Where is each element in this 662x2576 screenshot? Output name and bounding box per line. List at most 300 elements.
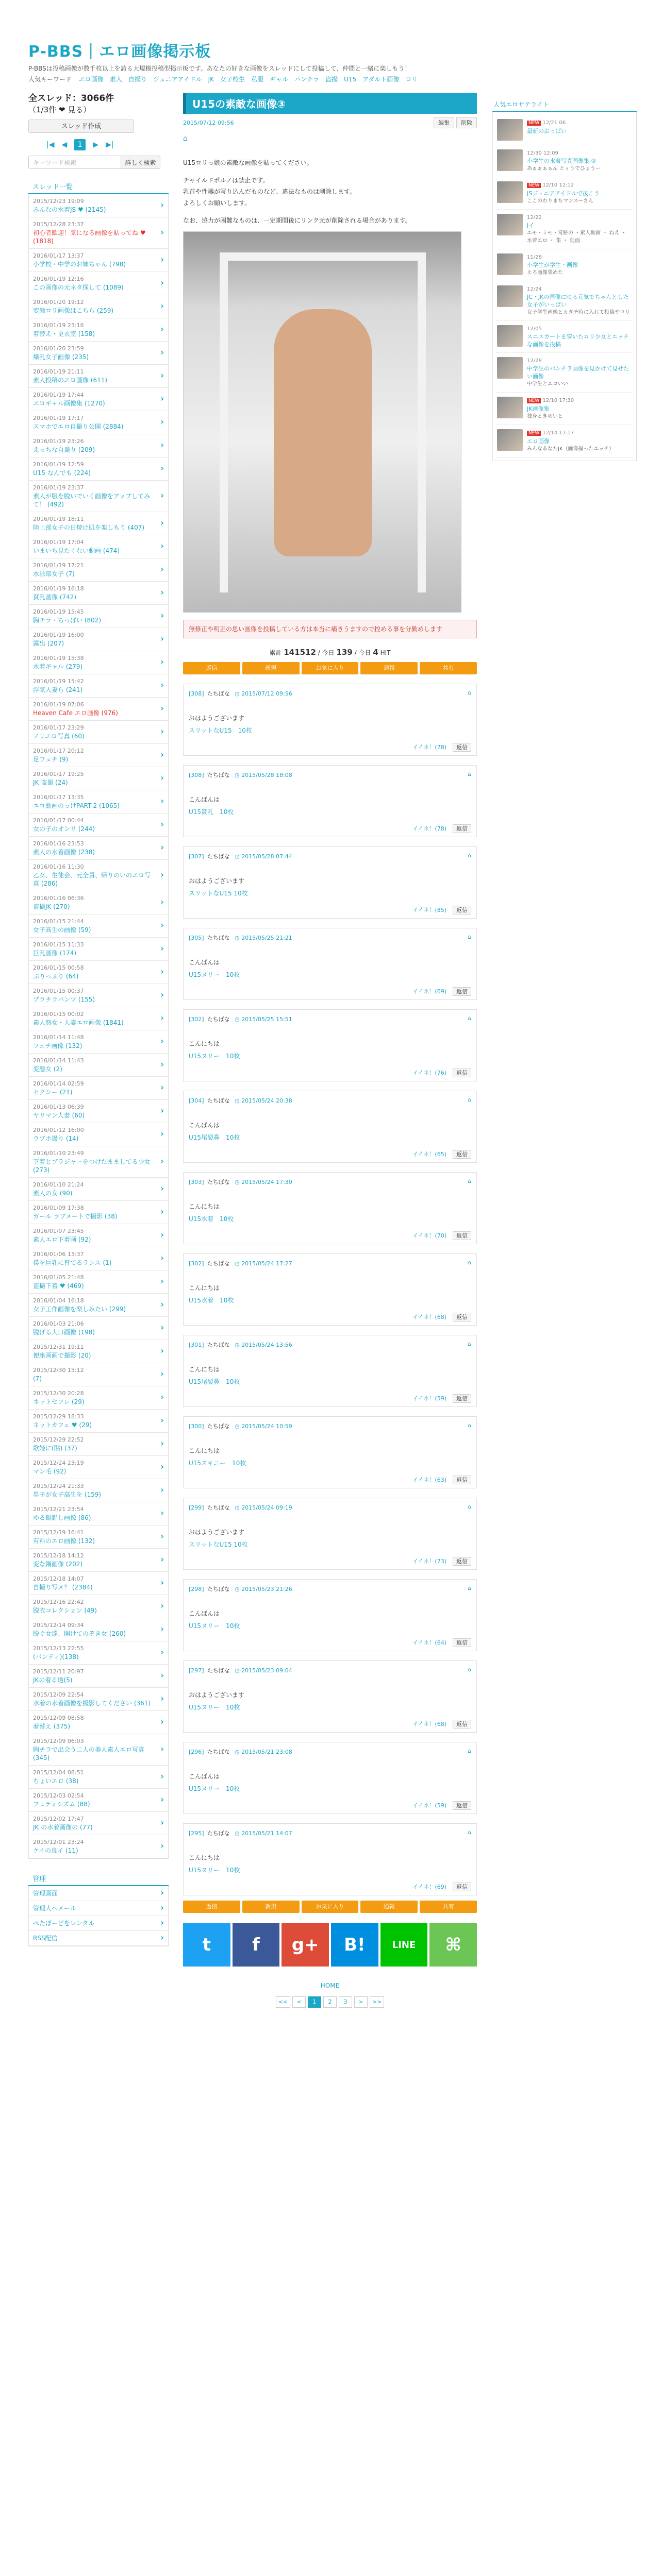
site-title[interactable]: P-BBS｜エロ画像掲示板 bbox=[28, 43, 211, 61]
thread-link[interactable]: 足フェチ (9) bbox=[33, 756, 69, 763]
post-number[interactable]: [299] bbox=[189, 1504, 204, 1511]
home-icon[interactable]: ⌂ bbox=[468, 1259, 471, 1266]
home-icon[interactable]: ⌂ bbox=[468, 1503, 471, 1510]
home-icon[interactable]: ⌂ bbox=[183, 134, 188, 143]
thread-list-item[interactable] bbox=[29, 1100, 168, 1123]
thread-list-item[interactable] bbox=[29, 535, 168, 558]
thread-link[interactable]: 胸チラで出会う二人の美人素人エロ写真 (345) bbox=[33, 1746, 145, 1761]
thread-list-item[interactable] bbox=[29, 434, 168, 457]
satellite-title[interactable]: 小学生が学生・画像 bbox=[527, 262, 578, 268]
reply-button[interactable]: 返信 bbox=[453, 1231, 471, 1240]
thread-list-item[interactable] bbox=[29, 1766, 168, 1789]
satellite-thumbnail[interactable] bbox=[497, 397, 523, 418]
keyword-link[interactable]: 自撮り bbox=[128, 76, 147, 83]
thread-list-item[interactable] bbox=[29, 1665, 168, 1688]
feedly-share-button[interactable]: ⌘ bbox=[429, 1923, 477, 1967]
reply-button[interactable]: 返信 bbox=[453, 987, 471, 996]
keyword-link[interactable]: 女子校生 bbox=[220, 76, 245, 83]
satellite-item[interactable] bbox=[496, 177, 633, 210]
management-item[interactable] bbox=[29, 1886, 168, 1901]
thread-list-item[interactable] bbox=[29, 1224, 168, 1247]
thread-list-item[interactable] bbox=[29, 961, 168, 984]
satellite-thumbnail[interactable] bbox=[497, 181, 523, 203]
like-link[interactable]: イイネ！(68) bbox=[412, 1314, 446, 1320]
thread-link[interactable]: 変態女 (2) bbox=[33, 1065, 62, 1073]
thread-list-item[interactable] bbox=[29, 1734, 168, 1766]
thread-link[interactable]: 小学校・中学のお姉ちゃん (798) bbox=[33, 261, 126, 268]
thread-link[interactable]: 自撮り写メ？ (2384) bbox=[33, 1584, 93, 1591]
pager-link[interactable]: >> bbox=[370, 1996, 384, 2008]
post-number[interactable]: [307] bbox=[189, 853, 204, 860]
thread-list-item[interactable] bbox=[29, 1456, 168, 1479]
thread-link[interactable]: JK の水着画像の (77) bbox=[33, 1824, 93, 1831]
thread-link[interactable]: エロギャル画像集 (1270) bbox=[33, 400, 105, 407]
management-item[interactable] bbox=[29, 1901, 168, 1916]
keyword-link[interactable]: ジュニアアイドル bbox=[153, 76, 202, 83]
thread-link[interactable]: みんなの水着JS ♥ (2145) bbox=[33, 206, 106, 213]
post-link[interactable]: U15尾裂鼻 10枚 bbox=[189, 1134, 240, 1141]
thread-list-item[interactable] bbox=[29, 1123, 168, 1146]
thread-link[interactable]: 水着の水着画像を撮影してください (361) bbox=[33, 1700, 151, 1707]
like-link[interactable]: イイネ！(85) bbox=[412, 907, 446, 913]
thread-link[interactable]: 盗撮JK (270) bbox=[33, 903, 70, 910]
thread-list-item[interactable] bbox=[29, 1479, 168, 1502]
thread-list-item[interactable] bbox=[29, 1433, 168, 1456]
post-number[interactable]: [300] bbox=[189, 1423, 204, 1430]
thread-link[interactable]: ぷりっぷり (64) bbox=[33, 973, 79, 980]
thread-list-item[interactable] bbox=[29, 1386, 168, 1410]
thread-link[interactable]: 女子工作画像を楽しみたい (299) bbox=[33, 1306, 126, 1313]
thread-link[interactable]: 着替え・更衣室 (158) bbox=[33, 330, 95, 337]
thread-link[interactable]: ケイの良イ (11) bbox=[33, 1847, 78, 1854]
thread-list-item[interactable] bbox=[29, 1030, 168, 1054]
thread-list-item[interactable] bbox=[29, 1270, 168, 1294]
hatena-share-button[interactable]: B! bbox=[331, 1923, 378, 1967]
thread-link[interactable]: JK 盗撮 (24) bbox=[33, 779, 68, 786]
thread-list-item[interactable] bbox=[29, 1201, 168, 1224]
satellite-thumbnail[interactable] bbox=[497, 325, 523, 347]
thread-link[interactable]: 水泳部女子 (7) bbox=[33, 570, 75, 578]
thread-list-item[interactable] bbox=[29, 1363, 168, 1386]
pager-last[interactable]: ▶| bbox=[106, 141, 114, 149]
thread-list-item[interactable] bbox=[29, 698, 168, 721]
reply-button[interactable]: 返信 bbox=[453, 1394, 471, 1403]
thread-link[interactable]: 胸チラ・ちっぱい (802) bbox=[33, 617, 102, 624]
reply-button[interactable]: 返信 bbox=[453, 1638, 471, 1647]
thread-link[interactable]: ノリエロ写真 (60) bbox=[33, 733, 85, 740]
thread-link[interactable]: 素人が服を脱いでいく画像をアップしてみて！ (492) bbox=[33, 493, 151, 508]
like-link[interactable]: イイネ！(59) bbox=[412, 1802, 446, 1809]
post-number[interactable]: [303] bbox=[189, 1179, 204, 1185]
action-button[interactable]: お気に入り bbox=[302, 662, 359, 674]
thread-list-item[interactable] bbox=[29, 1711, 168, 1734]
thread-link[interactable]: 着替え (375) bbox=[33, 1723, 71, 1730]
reply-button[interactable]: 返信 bbox=[453, 1557, 471, 1566]
thread-list-item[interactable] bbox=[29, 1077, 168, 1100]
post-link[interactable]: U15水着 10枚 bbox=[189, 1297, 234, 1304]
thread-list-item[interactable] bbox=[29, 938, 168, 961]
post-number[interactable]: [308] bbox=[189, 690, 204, 697]
thread-photo[interactable] bbox=[183, 231, 461, 613]
thread-list-item[interactable] bbox=[29, 411, 168, 434]
satellite-title[interactable]: 小学生の水着写真画像集 ② bbox=[527, 158, 597, 164]
create-thread-button[interactable]: スレッド作成 bbox=[28, 120, 134, 133]
thread-list-item[interactable] bbox=[29, 984, 168, 1007]
keyword-link[interactable]: JK bbox=[208, 76, 214, 83]
pager-link[interactable]: 1 bbox=[308, 1996, 321, 2008]
home-icon[interactable]: ⌂ bbox=[468, 1585, 471, 1591]
satellite-title[interactable]: スニスカートを穿いたロリ少女とエッチな画像を投稿 bbox=[527, 333, 629, 348]
post-number[interactable]: [302] bbox=[189, 1260, 204, 1267]
action-button[interactable]: お気に入り bbox=[302, 1901, 359, 1913]
thread-link[interactable]: 浮気人妻ら (241) bbox=[33, 686, 83, 693]
thread-link[interactable]: この画像の元ネタ探して (1089) bbox=[33, 284, 124, 291]
thread-list-item[interactable] bbox=[29, 1054, 168, 1077]
thread-list-item[interactable] bbox=[29, 272, 168, 295]
reply-button[interactable]: 返信 bbox=[453, 1313, 471, 1321]
satellite-item[interactable] bbox=[496, 393, 633, 425]
thread-list-item[interactable] bbox=[29, 295, 168, 318]
satellite-item[interactable] bbox=[496, 281, 633, 321]
pager-link[interactable]: < bbox=[292, 1996, 306, 2008]
like-link[interactable]: イイネ！(78) bbox=[412, 744, 446, 751]
line-share-button[interactable]: LINE bbox=[380, 1923, 428, 1967]
search-input[interactable]: キーワード検索 bbox=[28, 156, 121, 169]
thread-link[interactable]: (7) bbox=[33, 1375, 42, 1382]
keyword-link[interactable]: ロリ bbox=[405, 76, 418, 83]
satellite-item[interactable] bbox=[496, 145, 633, 177]
thread-link[interactable]: 有料のエロ画像 (132) bbox=[33, 1537, 95, 1545]
reply-button[interactable]: 返信 bbox=[453, 906, 471, 914]
thread-list-item[interactable] bbox=[29, 1549, 168, 1572]
thread-list-item[interactable] bbox=[29, 721, 168, 744]
thread-list-item[interactable] bbox=[29, 194, 168, 217]
post-number[interactable]: [301] bbox=[189, 1342, 204, 1348]
home-icon[interactable]: ⌂ bbox=[468, 689, 471, 696]
satellite-item[interactable] bbox=[496, 115, 633, 145]
thread-link[interactable]: 僕を巨乳に育てるランス (1) bbox=[33, 1259, 112, 1266]
thread-link[interactable]: 水着ギャル (279) bbox=[33, 663, 83, 670]
pager-link[interactable]: 2 bbox=[323, 1996, 337, 2008]
thread-link[interactable]: マン毛 (92) bbox=[33, 1468, 67, 1475]
satellite-title[interactable]: 中学生のパンチラ画像を見かけて見せたい画像 bbox=[527, 365, 629, 380]
search-button[interactable]: 詳しく検索 bbox=[121, 156, 160, 169]
action-button[interactable]: 新規 bbox=[242, 1901, 300, 1913]
thread-list-item[interactable] bbox=[29, 1317, 168, 1340]
keyword-link[interactable]: アダルト画像 bbox=[362, 76, 400, 83]
post-number[interactable]: [305] bbox=[189, 935, 204, 941]
thread-list-item[interactable] bbox=[29, 1146, 168, 1178]
home-icon[interactable]: ⌂ bbox=[468, 852, 471, 859]
post-link[interactable]: U15ヌリー 10枚 bbox=[189, 1622, 240, 1630]
home-icon[interactable]: ⌂ bbox=[468, 1015, 471, 1022]
post-number[interactable]: [297] bbox=[189, 1667, 204, 1674]
thread-link[interactable]: ラブホ撮り (14) bbox=[33, 1135, 79, 1142]
pager-current[interactable]: 1 bbox=[74, 139, 86, 150]
post-link[interactable]: スリットなU15 10枚 bbox=[189, 727, 252, 734]
post-link[interactable]: U15ヌリー 10枚 bbox=[189, 971, 240, 978]
pager-link[interactable]: << bbox=[276, 1996, 290, 2008]
keyword-link[interactable]: パンチラ bbox=[294, 76, 320, 83]
home-icon[interactable]: ⌂ bbox=[468, 1422, 471, 1429]
action-button[interactable]: 返信 bbox=[183, 1901, 240, 1913]
edit-button[interactable]: 編集 bbox=[434, 117, 454, 128]
thread-list-item[interactable] bbox=[29, 674, 168, 698]
thread-list-item[interactable] bbox=[29, 388, 168, 411]
thread-link[interactable]: フェティシズム (88) bbox=[33, 1801, 90, 1808]
thread-list-item[interactable] bbox=[29, 891, 168, 914]
thread-link[interactable]: 脱衣コレクション (49) bbox=[33, 1607, 97, 1614]
satellite-title[interactable]: JK画像集 bbox=[527, 405, 550, 412]
thread-list-item[interactable] bbox=[29, 1618, 168, 1641]
thread-list-item[interactable] bbox=[29, 1007, 168, 1030]
thread-list-item[interactable] bbox=[29, 814, 168, 837]
thread-link[interactable]: ちょいエロ (38) bbox=[33, 1777, 79, 1785]
like-link[interactable]: イイネ！(59) bbox=[412, 1395, 446, 1402]
post-number[interactable]: [302] bbox=[189, 1016, 204, 1023]
satellite-title[interactable]: JSジュニアアイドルで抜こう bbox=[527, 190, 600, 197]
thread-list-item[interactable] bbox=[29, 249, 168, 272]
like-link[interactable]: イイネ！(73) bbox=[412, 1558, 446, 1565]
post-link[interactable]: スリットなU15 10枚 bbox=[189, 1541, 248, 1548]
thread-list-item[interactable] bbox=[29, 481, 168, 512]
like-link[interactable]: イイネ！(69) bbox=[412, 988, 446, 995]
thread-link[interactable]: 盗撮下着 ♥ (469) bbox=[33, 1282, 84, 1290]
delete-button[interactable]: 削除 bbox=[456, 117, 477, 128]
satellite-thumbnail[interactable] bbox=[497, 149, 523, 171]
reply-button[interactable]: 返信 bbox=[453, 1801, 471, 1810]
pager-next[interactable]: ▶ bbox=[93, 141, 99, 149]
thread-link[interactable]: 素人の女 (90) bbox=[33, 1190, 73, 1197]
satellite-item[interactable] bbox=[496, 249, 633, 281]
thread-link[interactable]: ネットセフレ (29) bbox=[33, 1398, 85, 1405]
like-link[interactable]: イイネ！(63) bbox=[412, 1477, 446, 1483]
action-button[interactable]: 通報 bbox=[360, 662, 418, 674]
thread-list-item[interactable] bbox=[29, 1526, 168, 1549]
thread-list-item[interactable] bbox=[29, 1572, 168, 1595]
thread-link[interactable]: ヤリマン人妻 (60) bbox=[33, 1112, 85, 1119]
thread-list-item[interactable] bbox=[29, 1502, 168, 1526]
like-link[interactable]: イイネ！(68) bbox=[412, 1721, 446, 1727]
satellite-thumbnail[interactable] bbox=[497, 214, 523, 235]
thread-link[interactable]: 素人エロ下着画 (92) bbox=[33, 1236, 91, 1243]
thread-list-item[interactable] bbox=[29, 342, 168, 365]
thread-link[interactable]: 素人の水着画像 (238) bbox=[33, 849, 95, 856]
reply-button[interactable]: 返信 bbox=[453, 1476, 471, 1484]
reply-button[interactable]: 返信 bbox=[453, 743, 471, 752]
thread-list-item[interactable] bbox=[29, 651, 168, 674]
satellite-title[interactable]: エロ画像 bbox=[527, 438, 550, 445]
thread-link[interactable]: 脱げる大口画像 (198) bbox=[33, 1329, 95, 1336]
satellite-title[interactable]: 最新のおっぱい bbox=[527, 128, 567, 134]
thread-link[interactable]: Heaven Cafe エロ画像 (976) bbox=[33, 709, 118, 717]
thread-list-item[interactable] bbox=[29, 558, 168, 582]
thread-list-item[interactable] bbox=[29, 1641, 168, 1665]
thread-list-item[interactable] bbox=[29, 1410, 168, 1433]
satellite-thumbnail[interactable] bbox=[497, 429, 523, 451]
thread-list-item[interactable] bbox=[29, 1789, 168, 1812]
satellite-thumbnail[interactable] bbox=[497, 285, 523, 307]
management-item[interactable] bbox=[29, 1916, 168, 1931]
thread-list-item[interactable] bbox=[29, 318, 168, 342]
thread-list-item[interactable] bbox=[29, 217, 168, 249]
satellite-thumbnail[interactable] bbox=[497, 119, 523, 141]
post-number[interactable]: [308] bbox=[189, 772, 204, 778]
thread-list-item[interactable] bbox=[29, 837, 168, 860]
post-number[interactable]: [304] bbox=[189, 1097, 204, 1104]
action-button[interactable]: 新規 bbox=[242, 662, 300, 674]
thread-link[interactable]: 女子高生の画像 (59) bbox=[33, 926, 91, 934]
google-plus-share-button[interactable]: g+ bbox=[282, 1923, 329, 1967]
reply-button[interactable]: 返信 bbox=[453, 1150, 471, 1159]
post-link[interactable]: U15ヌリー 10枚 bbox=[189, 1785, 240, 1792]
post-link[interactable]: U15ヌリー 10枚 bbox=[189, 1053, 240, 1060]
keyword-link[interactable]: U15 bbox=[344, 76, 357, 83]
thread-link[interactable]: U15 なんでも (224) bbox=[33, 469, 91, 477]
thread-list-item[interactable] bbox=[29, 790, 168, 814]
thread-link[interactable]: 爆乳女子画像 (235) bbox=[33, 353, 89, 361]
satellite-item[interactable] bbox=[496, 425, 633, 457]
home-icon[interactable]: ⌂ bbox=[468, 1666, 471, 1673]
thread-link[interactable]: セクシー (21) bbox=[33, 1089, 73, 1096]
keyword-link[interactable]: エロ画像 bbox=[78, 76, 104, 83]
thread-link[interactable]: 歌姫に(貼) (37) bbox=[33, 1445, 77, 1452]
thread-link[interactable]: JKの着る透(5) bbox=[33, 1676, 73, 1684]
thread-list-item[interactable] bbox=[29, 767, 168, 790]
keyword-link[interactable]: 素人 bbox=[109, 76, 122, 83]
thread-list-item[interactable] bbox=[29, 582, 168, 605]
thread-link[interactable]: いまいち見たくない動画 (474) bbox=[33, 547, 120, 554]
thread-list-item[interactable] bbox=[29, 914, 168, 938]
like-link[interactable]: イイネ！(69) bbox=[412, 1884, 446, 1890]
like-link[interactable]: イイネ！(76) bbox=[412, 1070, 446, 1076]
thread-link[interactable]: (パンティ)(138) bbox=[33, 1653, 79, 1660]
action-button[interactable]: 共有 bbox=[420, 1901, 477, 1913]
home-icon[interactable]: ⌂ bbox=[468, 1748, 471, 1754]
home-icon[interactable]: ⌂ bbox=[468, 1096, 471, 1103]
thread-list-item[interactable] bbox=[29, 605, 168, 628]
thread-link[interactable]: 便座画画で撮影 (20) bbox=[33, 1352, 91, 1359]
thread-link[interactable]: ゆる鍋野し画像 (86) bbox=[33, 1514, 91, 1521]
home-link[interactable]: HOME bbox=[320, 1982, 340, 1989]
thread-link[interactable]: 素人熟女・人妻エロ画像 (1841) bbox=[33, 1019, 124, 1026]
thread-link[interactable]: 陸上部女子の日焼け肌を楽しもう (407) bbox=[33, 524, 145, 531]
post-link[interactable]: U15水着 10枚 bbox=[189, 1215, 234, 1223]
thread-link[interactable]: 男子が女子高生を (159) bbox=[33, 1491, 102, 1498]
thread-list-item[interactable] bbox=[29, 1688, 168, 1711]
post-number[interactable]: [296] bbox=[189, 1749, 204, 1755]
post-link[interactable]: U15貧乳 10枚 bbox=[189, 808, 234, 816]
like-link[interactable]: イイネ！(78) bbox=[412, 825, 446, 832]
thread-link[interactable]: 乙女、生徒会、元全員、帰りのいのエロ写真 (286) bbox=[33, 872, 151, 887]
thread-link[interactable]: 素人投稿のエロ画像 (611) bbox=[33, 377, 108, 384]
action-button[interactable]: 返信 bbox=[183, 662, 240, 674]
keyword-link[interactable]: ギャル bbox=[270, 76, 289, 83]
thread-link[interactable]: エロ動画のっけPART-2 (1065) bbox=[33, 802, 120, 809]
thread-link[interactable]: えっちな自撮り (209) bbox=[33, 446, 95, 453]
post-number[interactable]: [295] bbox=[189, 1830, 204, 1837]
thread-link[interactable]: 変な鍋画像 (202) bbox=[33, 1561, 83, 1568]
home-icon[interactable]: ⌂ bbox=[468, 1829, 471, 1836]
reply-button[interactable]: 返信 bbox=[453, 824, 471, 833]
action-button[interactable]: 通報 bbox=[360, 1901, 418, 1913]
post-link[interactable]: U15スキニー 10枚 bbox=[189, 1460, 246, 1467]
management-item[interactable] bbox=[29, 1931, 168, 1946]
thread-list-item[interactable] bbox=[29, 1812, 168, 1835]
thread-link[interactable]: 貧乳画像 (742) bbox=[33, 594, 77, 601]
management-link[interactable]: ぺたぼーどをレンタル bbox=[33, 1920, 95, 1927]
thread-link[interactable]: ネットカフェ ♥ (29) bbox=[33, 1421, 92, 1429]
management-link[interactable]: 管理画面 bbox=[33, 1890, 58, 1897]
post-link[interactable]: U15ヌリー 10枚 bbox=[189, 1704, 240, 1711]
thread-list-item[interactable] bbox=[29, 365, 168, 388]
thread-list-item[interactable] bbox=[29, 512, 168, 535]
thread-list-item[interactable] bbox=[29, 1340, 168, 1363]
thread-list-item[interactable] bbox=[29, 1178, 168, 1201]
thread-list-item[interactable] bbox=[29, 1595, 168, 1618]
satellite-item[interactable] bbox=[496, 353, 633, 393]
satellite-title[interactable]: Jイ bbox=[527, 222, 535, 229]
home-icon[interactable]: ⌂ bbox=[468, 1178, 471, 1184]
thread-list-item[interactable] bbox=[29, 1835, 168, 1858]
thread-link[interactable]: フェチ画像 (132) bbox=[33, 1042, 82, 1049]
satellite-thumbnail[interactable] bbox=[497, 357, 523, 379]
keyword-link[interactable]: 盗撮 bbox=[325, 76, 338, 83]
thread-list-item[interactable] bbox=[29, 860, 168, 891]
thread-list-item[interactable] bbox=[29, 628, 168, 651]
twitter-share-button[interactable]: t bbox=[183, 1923, 230, 1967]
thread-link[interactable]: 変態ロリ画像はこちら (259) bbox=[33, 307, 114, 314]
thread-link[interactable]: 女の子のオシリ (244) bbox=[33, 825, 95, 833]
keyword-link[interactable]: 私服 bbox=[251, 76, 264, 83]
thread-link[interactable]: 露出 (207) bbox=[33, 640, 64, 647]
reply-button[interactable]: 返信 bbox=[453, 1069, 471, 1077]
pager-first[interactable]: |◀ bbox=[46, 141, 55, 149]
like-link[interactable]: イイネ！(65) bbox=[412, 1151, 446, 1158]
thread-list-item[interactable] bbox=[29, 1294, 168, 1317]
page-info[interactable]: （1/3件 ❤ 見る） bbox=[28, 105, 91, 114]
facebook-share-button[interactable]: f bbox=[233, 1923, 280, 1967]
thread-link[interactable]: スマホでエロ自撮り公開 (2884) bbox=[33, 423, 124, 430]
home-icon[interactable]: ⌂ bbox=[468, 934, 471, 940]
post-link[interactable]: スリットなU15 10枚 bbox=[189, 890, 248, 897]
satellite-item[interactable] bbox=[496, 210, 633, 249]
thread-link[interactable]: ガール ラブメートで撮影 (38) bbox=[33, 1213, 118, 1220]
like-link[interactable]: イイネ！(70) bbox=[412, 1232, 446, 1239]
thread-list-item[interactable] bbox=[29, 1247, 168, 1270]
management-link[interactable]: 管理人へメール bbox=[33, 1905, 76, 1912]
thread-list-item[interactable] bbox=[29, 457, 168, 481]
home-icon[interactable]: ⌂ bbox=[468, 771, 471, 777]
satellite-thumbnail[interactable] bbox=[497, 253, 523, 275]
like-link[interactable]: イイネ！(64) bbox=[412, 1639, 446, 1646]
thread-list-item[interactable] bbox=[29, 744, 168, 767]
satellite-item[interactable] bbox=[496, 321, 633, 353]
action-button[interactable]: 共有 bbox=[420, 662, 477, 674]
reply-button[interactable]: 返信 bbox=[453, 1720, 471, 1728]
thread-link[interactable]: ブラチラパンツ (155) bbox=[33, 996, 95, 1003]
pager-link[interactable]: 3 bbox=[339, 1996, 352, 2008]
thread-link[interactable]: 巨乳画像 (174) bbox=[33, 950, 77, 957]
thread-link[interactable]: 脱ぐ女達、開けてのぞき女 (260) bbox=[33, 1630, 126, 1637]
post-number[interactable]: [298] bbox=[189, 1586, 204, 1592]
thread-link[interactable]: 初心者歓迎！気になる画像を貼ってね ♥ (1818) bbox=[33, 229, 146, 245]
satellite-title[interactable]: JC・JKの画像に映る元気でちゃんとした女子がいっぱい bbox=[527, 294, 629, 308]
thread-link[interactable]: 下着とブラジャーをつけたまましてる少女 (273) bbox=[33, 1158, 151, 1174]
reply-button[interactable]: 返信 bbox=[453, 1883, 471, 1891]
management-link[interactable]: RSS配信 bbox=[33, 1935, 58, 1942]
pager-link[interactable]: > bbox=[354, 1996, 368, 2008]
